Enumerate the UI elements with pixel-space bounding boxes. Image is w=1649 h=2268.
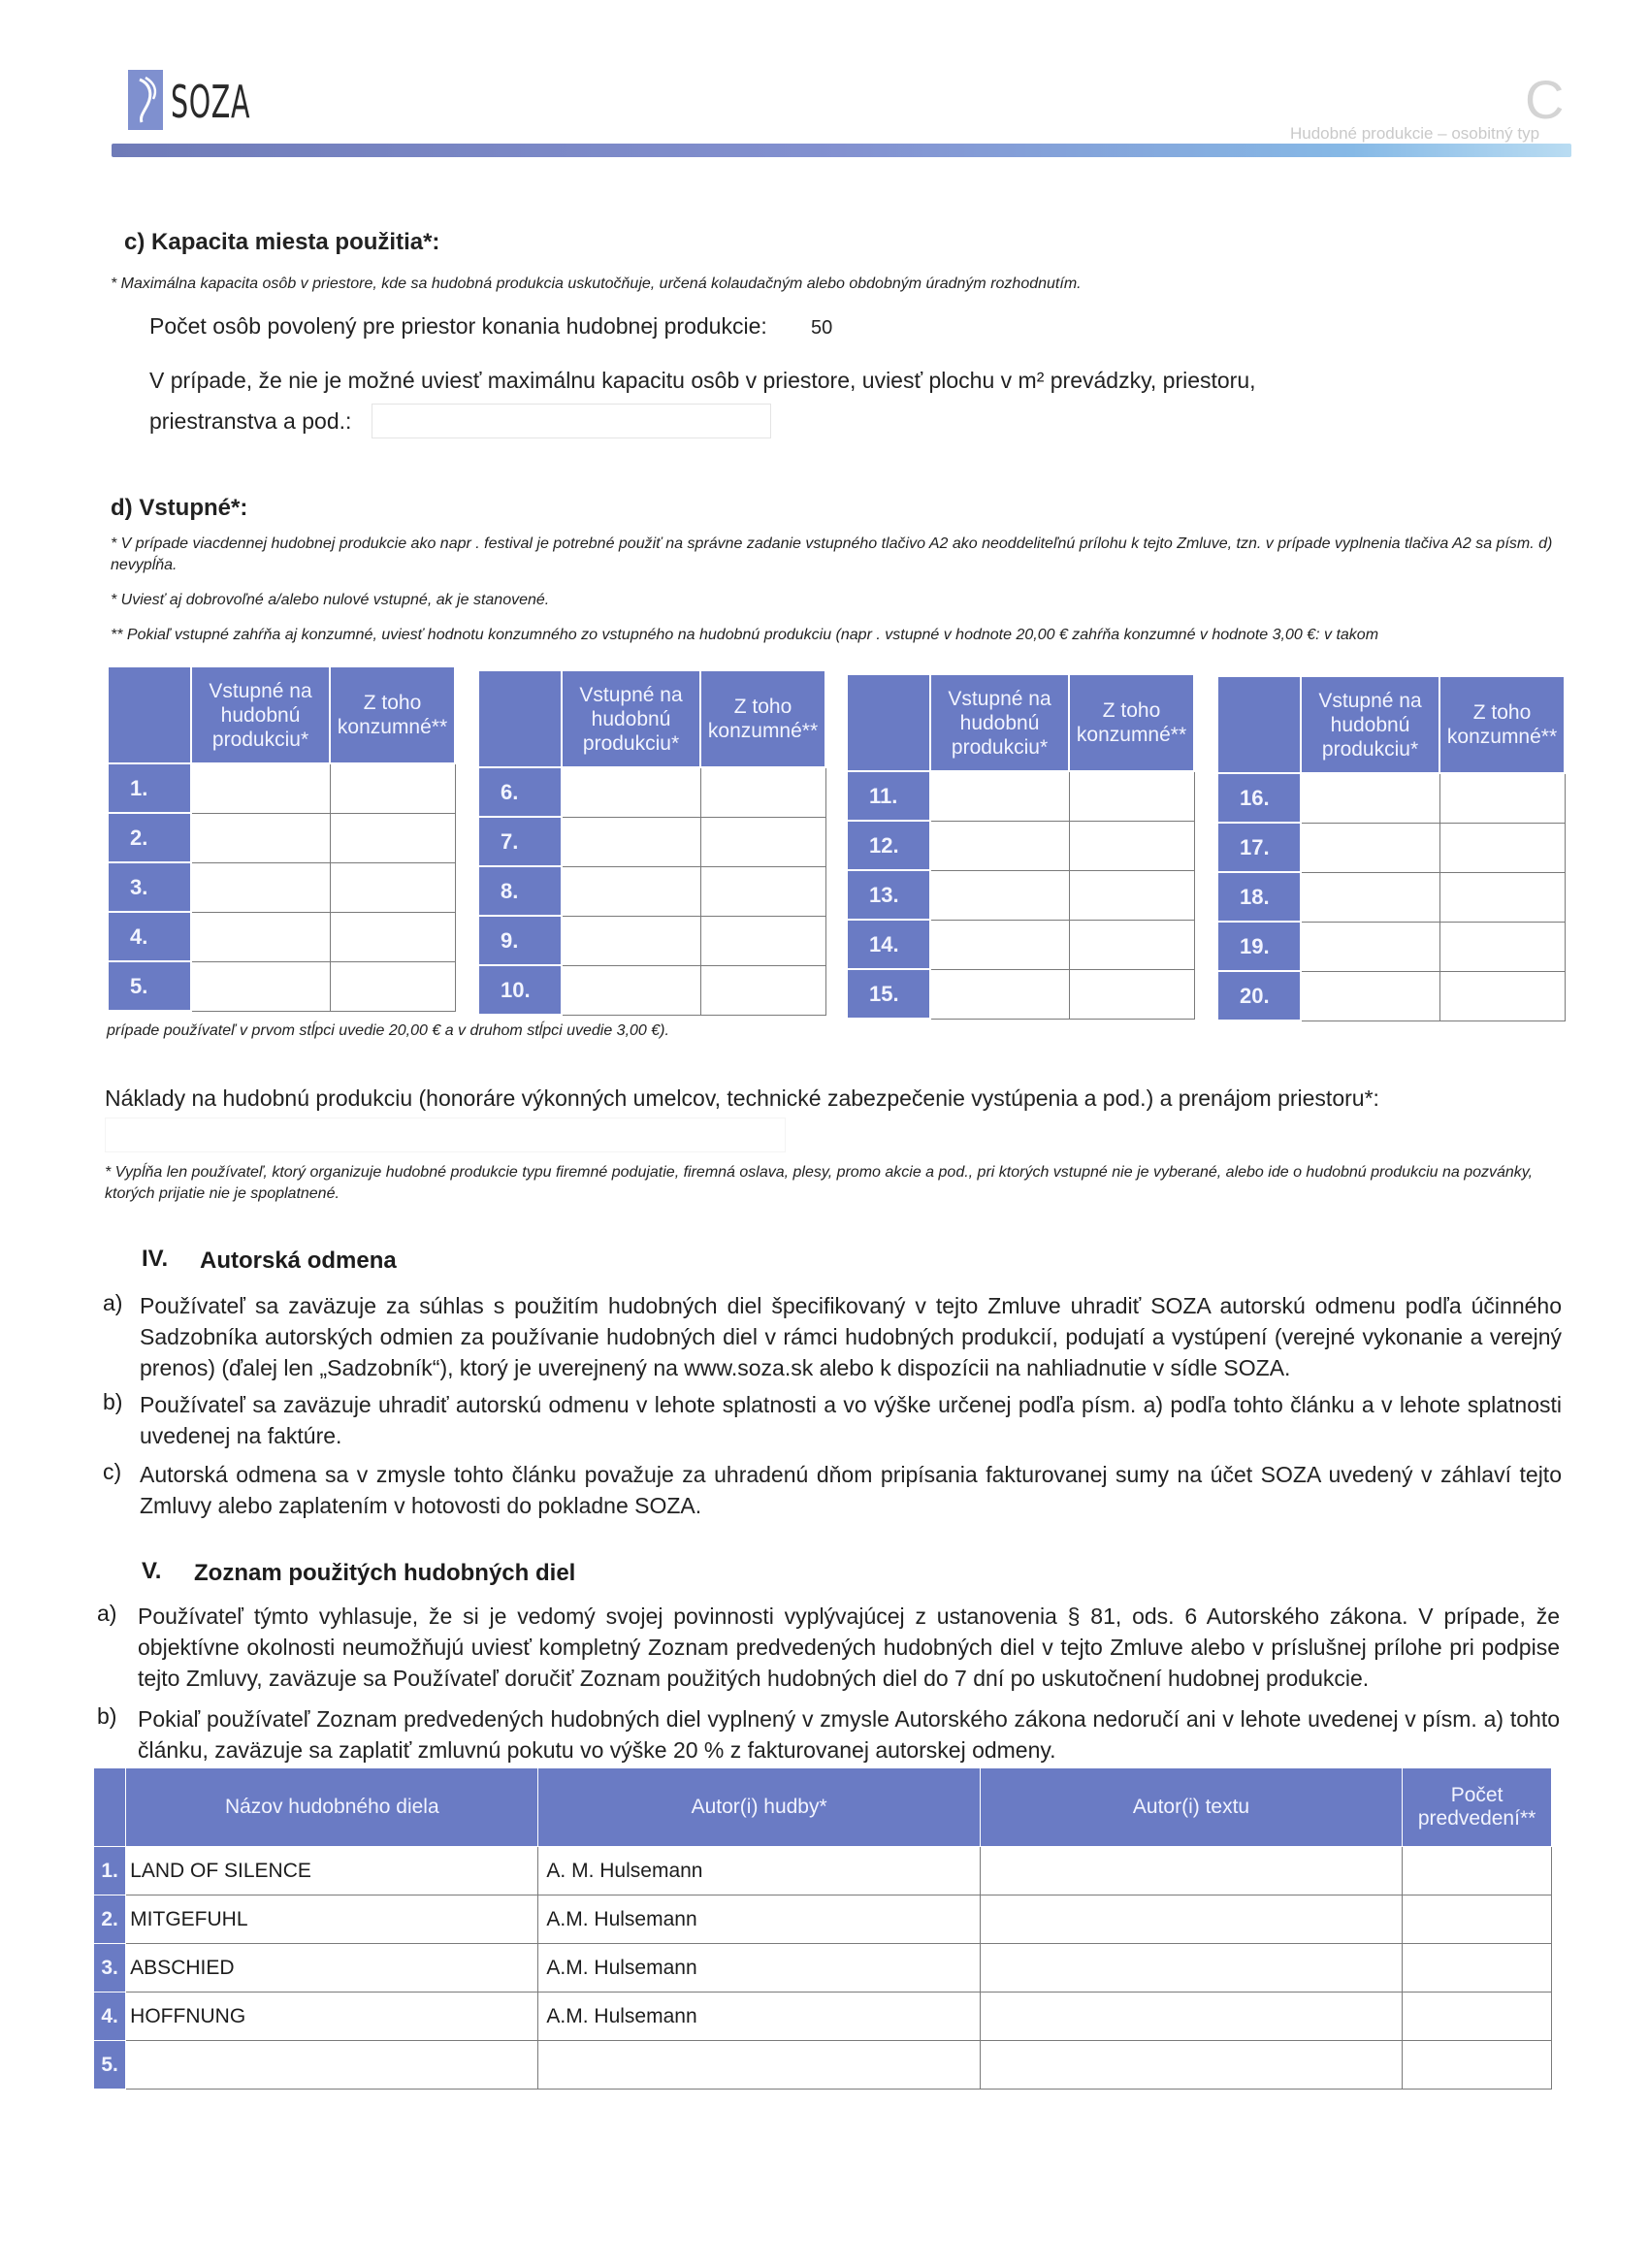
work-title-cell[interactable]: [126, 2041, 538, 2090]
header-admission: Vstupné na hudobnú produkciu*: [930, 674, 1069, 771]
costs-note: * Vypĺňa len používateľ, ktorý organizuje hudobné produkcie typu firemné podujatie, firemná oslava, plesy, promo akcie a pod., pri ktorých vstupné nie je vyberané, alebo ide o hudobnú produkciu na pozvánky, ktorých prijatie nie je spoplatnené.: [105, 1164, 1534, 1202]
music-author-cell[interactable]: A. M. Hulsemann: [538, 1847, 980, 1895]
section-iv-item-a: Používateľ sa zaväzuje za súhlas s použitím hudobných diel špecifikovaný v tejto Zmluve uhradiť SOZA autorskú odmenu podľa účinného Sadzobníka autorských odmien za používanie hudobných diel v rámci hudobných produkcií, podujatí a vystúpení (verejné vykonanie a verejný prenos) (ďalej len „Sadzobník“), ktorý je uverejnený na www.soza.sk alebo k dispozícii na nahliadnutie v sídle SOZA.: [140, 1293, 1562, 1380]
row-number: 2.: [108, 813, 191, 862]
row-number: 4.: [108, 912, 191, 961]
admission-input[interactable]: [562, 916, 700, 965]
consumption-input[interactable]: [330, 813, 455, 862]
work-title-cell[interactable]: LAND OF SILENCE: [126, 1847, 538, 1895]
performance-count-cell[interactable]: [1403, 1895, 1552, 1944]
lyrics-author-cell[interactable]: [980, 1993, 1402, 2041]
lyrics-author-cell[interactable]: [980, 2041, 1402, 2090]
header-consumption: Z toho konzumné**: [1069, 674, 1194, 771]
row-number: 7.: [478, 817, 562, 866]
item-label: c): [103, 1459, 122, 1484]
admission-input[interactable]: [1301, 971, 1439, 1021]
music-author-cell[interactable]: A.M. Hulsemann: [538, 1993, 980, 2041]
row-number: 1.: [108, 763, 191, 813]
table-row: [94, 1847, 1552, 1895]
row-number: 3.: [94, 1944, 126, 1993]
section-iv-title: Autorská odmena: [200, 1247, 397, 1274]
logo-text: SOZA: [171, 76, 251, 128]
consumption-input[interactable]: [330, 763, 455, 813]
admission-input[interactable]: [191, 763, 330, 813]
admission-input[interactable]: [191, 961, 330, 1011]
table-row: [94, 1993, 1552, 2041]
work-title-cell[interactable]: ABSCHIED: [126, 1944, 538, 1993]
admission-table-3: [846, 673, 1195, 1020]
admission-input[interactable]: [1301, 823, 1439, 872]
admission-table-2: [477, 669, 826, 1016]
section-d-note-2: * Uviesť aj dobrovoľné a/alebo nulové vstupné, ak je stanovené.: [111, 592, 550, 608]
header-blank: [478, 670, 562, 767]
costs-field[interactable]: [105, 1118, 786, 1152]
consumption-input[interactable]: [1439, 922, 1565, 971]
performance-count-cell[interactable]: [1403, 1993, 1552, 2041]
lyrics-author-cell[interactable]: [980, 1847, 1402, 1895]
header-performance-count: Počet predvedení**: [1403, 1768, 1552, 1847]
capacity-label: Počet osôb povolený pre priestor konania hudobnej produkcie:: [149, 313, 767, 339]
table-row: [94, 2041, 1552, 2090]
capacity-field[interactable]: 50: [811, 317, 833, 339]
lyrics-author-cell[interactable]: [980, 1944, 1402, 1993]
consumption-input[interactable]: [330, 862, 455, 912]
admission-table-1: [107, 665, 456, 1012]
row-number: 2.: [94, 1895, 126, 1944]
music-author-cell[interactable]: A.M. Hulsemann: [538, 1944, 980, 1993]
admission-input[interactable]: [191, 813, 330, 862]
header-admission: Vstupné na hudobnú produkciu*: [191, 666, 330, 763]
row-number: 3.: [108, 862, 191, 912]
soza-logo-mark: [128, 70, 163, 130]
section-d-note-1: * V prípade viacdennej hudobnej produkcie ako napr . festival je potrebné použiť na správne zadanie vstupného tlačivo A2 ako neoddeliteľnú prílohu k tejto Zmluve, tzn. v prípade vyplnenia tlačiva A2 sa písm. d) nevypĺňa.: [111, 535, 1553, 573]
consumption-input[interactable]: [700, 817, 825, 866]
table-row: [94, 1944, 1552, 1993]
section-v-number: V.: [142, 1558, 162, 1584]
consumption-input[interactable]: [1069, 920, 1194, 969]
area-field[interactable]: [372, 404, 771, 438]
admission-input[interactable]: [930, 920, 1069, 969]
row-number: 1.: [94, 1847, 126, 1895]
consumption-input[interactable]: [700, 866, 825, 916]
header-blank: [108, 666, 191, 763]
item-label: b): [97, 1703, 117, 1729]
admission-input[interactable]: [930, 821, 1069, 870]
admission-input[interactable]: [191, 912, 330, 961]
consumption-input[interactable]: [700, 767, 825, 817]
consumption-input[interactable]: [1069, 771, 1194, 821]
row-number: 4.: [94, 1993, 126, 2041]
header-consumption: Z toho konzumné**: [700, 670, 825, 767]
admission-input[interactable]: [562, 817, 700, 866]
row-number: 19.: [1217, 922, 1301, 971]
admission-input[interactable]: [1301, 773, 1439, 823]
section-iv-item-b: Používateľ sa zaväzuje uhradiť autorskú odmenu v lehote splatnosti a vo výške určenej podľa písm. a) podľa tohto článku a v lehote splatnosti uvedenej na faktúre.: [140, 1392, 1562, 1448]
section-d-note-3-cont: prípade používateľ v prvom stĺpci uvedie 20,00 € a v druhom stĺpci uvedie 3,00 €).: [107, 1022, 669, 1039]
row-number: 14.: [847, 920, 930, 969]
item-label: a): [97, 1601, 117, 1626]
row-number: 10.: [478, 965, 562, 1015]
row-number: 5.: [108, 961, 191, 1011]
admission-input[interactable]: [562, 866, 700, 916]
row-number: 13.: [847, 870, 930, 920]
row-number: 9.: [478, 916, 562, 965]
work-title-cell[interactable]: HOFFNUNG: [126, 1993, 538, 2041]
row-number: 17.: [1217, 823, 1301, 872]
costs-label: Náklady na hudobnú produkciu (honoráre výkonných umelcov, technické zabezpečenie vystúpenia a pod.) a prenájom priestoru*:: [105, 1085, 1379, 1111]
item-label: b): [103, 1389, 123, 1414]
music-author-cell[interactable]: [538, 2041, 980, 2090]
section-v-item-b: Pokiaľ používateľ Zoznam predvedených hudobných diel vyplnený v zmysle Autorského zákona nedoručí ani v lehote uvedenej v písm. a) tohto článku, zaväzuje sa zaplatiť zmluvnú pokutu vo výške 20 % z fakturovanej autorskej odmeny.: [138, 1706, 1560, 1763]
consumption-input[interactable]: [700, 916, 825, 965]
section-iv-item-c: Autorská odmena sa v zmysle tohto článku považuje za uhradenú dňom pripísania fakturovanej sumy na účet SOZA uvedený v záhlaví tejto Zmluvy alebo zaplatením v hotovosti do pokladne SOZA.: [140, 1462, 1562, 1518]
admission-table-4: [1216, 675, 1566, 1021]
table-row: [94, 1895, 1552, 1944]
header-divider: [112, 144, 1571, 157]
admission-input[interactable]: [930, 969, 1069, 1019]
form-subtitle: Hudobné produkcie – osobitný typ: [1290, 124, 1540, 143]
header-music-author: Autor(i) hudby*: [538, 1768, 980, 1847]
row-number: 20.: [1217, 971, 1301, 1021]
consumption-input[interactable]: [1439, 823, 1565, 872]
section-iv-number: IV.: [142, 1246, 169, 1272]
row-number: 15.: [847, 969, 930, 1019]
admission-input[interactable]: [930, 771, 1069, 821]
consumption-input[interactable]: [330, 912, 455, 961]
admission-input[interactable]: [1301, 872, 1439, 922]
row-number: 12.: [847, 821, 930, 870]
admission-input[interactable]: [562, 767, 700, 817]
form-letter: C: [1525, 69, 1565, 130]
works-table: [93, 1767, 1552, 2090]
header-admission: Vstupné na hudobnú produkciu*: [562, 670, 700, 767]
row-number: 18.: [1217, 872, 1301, 922]
section-v-item-a: Používateľ týmto vyhlasuje, že si je vedomý svojej povinnosti vyplývajúcej z ustanovenia § 81, ods. 6 Autorského zákona. V prípade, že objektívne okolnosti neumožňujú uviesť kompletný Zoznam predvedených hudobných diel v tejto Zmluve alebo v príslušnej prílohe pri podpise tejto Zmluvy, zaväzuje sa Používateľ doručiť Zoznam použitých hudobných diel do 7 dní po uskutočnení hudobnej produkcie.: [138, 1604, 1560, 1691]
section-c-note: * Maximálna kapacita osôb v priestore, kde sa hudobná produkcia uskutočňuje, určená kolaudačným alebo obdobným úradným rozhodnutím.: [111, 275, 1082, 292]
area-label-line2: priestranstva a pod.:: [149, 408, 352, 434]
performance-count-cell[interactable]: [1403, 1847, 1552, 1895]
row-number: 6.: [478, 767, 562, 817]
admission-input[interactable]: [930, 870, 1069, 920]
section-v-title: Zoznam použitých hudobných diel: [194, 1560, 576, 1586]
admission-input[interactable]: [191, 862, 330, 912]
item-label: a): [103, 1290, 123, 1315]
consumption-input[interactable]: [1069, 969, 1194, 1019]
consumption-input[interactable]: [1069, 870, 1194, 920]
row-number: 16.: [1217, 773, 1301, 823]
section-d-title: d) Vstupné*:: [111, 495, 248, 521]
consumption-input[interactable]: [1069, 821, 1194, 870]
header-admission: Vstupné na hudobnú produkciu*: [1301, 676, 1439, 773]
header-title: Názov hudobného diela: [126, 1768, 538, 1847]
header-blank: [94, 1768, 126, 1847]
header-consumption: Z toho konzumné**: [330, 666, 455, 763]
area-label-line1: V prípade, že nie je možné uviesť maximálnu kapacitu osôb v priestore, uviesť plochu v m² prevádzky, priestoru,: [149, 368, 1256, 393]
admission-input[interactable]: [562, 965, 700, 1015]
performance-count-cell[interactable]: [1403, 2041, 1552, 2090]
header-lyrics-author: Autor(i) textu: [980, 1768, 1402, 1847]
lyrics-author-cell[interactable]: [980, 1895, 1402, 1944]
section-c-title: c) Kapacita miesta použitia*:: [124, 229, 440, 255]
header-blank: [1217, 676, 1301, 773]
consumption-input[interactable]: [1439, 971, 1565, 1021]
consumption-input[interactable]: [1439, 872, 1565, 922]
consumption-input[interactable]: [330, 961, 455, 1011]
work-title-cell[interactable]: MITGEFUHL: [126, 1895, 538, 1944]
consumption-input[interactable]: [1439, 773, 1565, 823]
row-number: 11.: [847, 771, 930, 821]
performance-count-cell[interactable]: [1403, 1944, 1552, 1993]
music-author-cell[interactable]: A.M. Hulsemann: [538, 1895, 980, 1944]
admission-input[interactable]: [1301, 922, 1439, 971]
row-number: 8.: [478, 866, 562, 916]
consumption-input[interactable]: [700, 965, 825, 1015]
header-blank: [847, 674, 930, 771]
music-note-icon: [128, 70, 163, 130]
row-number: 5.: [94, 2041, 126, 2090]
header-consumption: Z toho konzumné**: [1439, 676, 1565, 773]
section-d-note-3: ** Pokiaľ vstupné zahŕňa aj konzumné, uviesť hodnotu konzumného zo vstupného na hudobnú produkciu (napr . vstupné v hodnote 20,00 € zahŕňa konzumné v hodnote 3,00 €: v takom: [111, 627, 1379, 643]
